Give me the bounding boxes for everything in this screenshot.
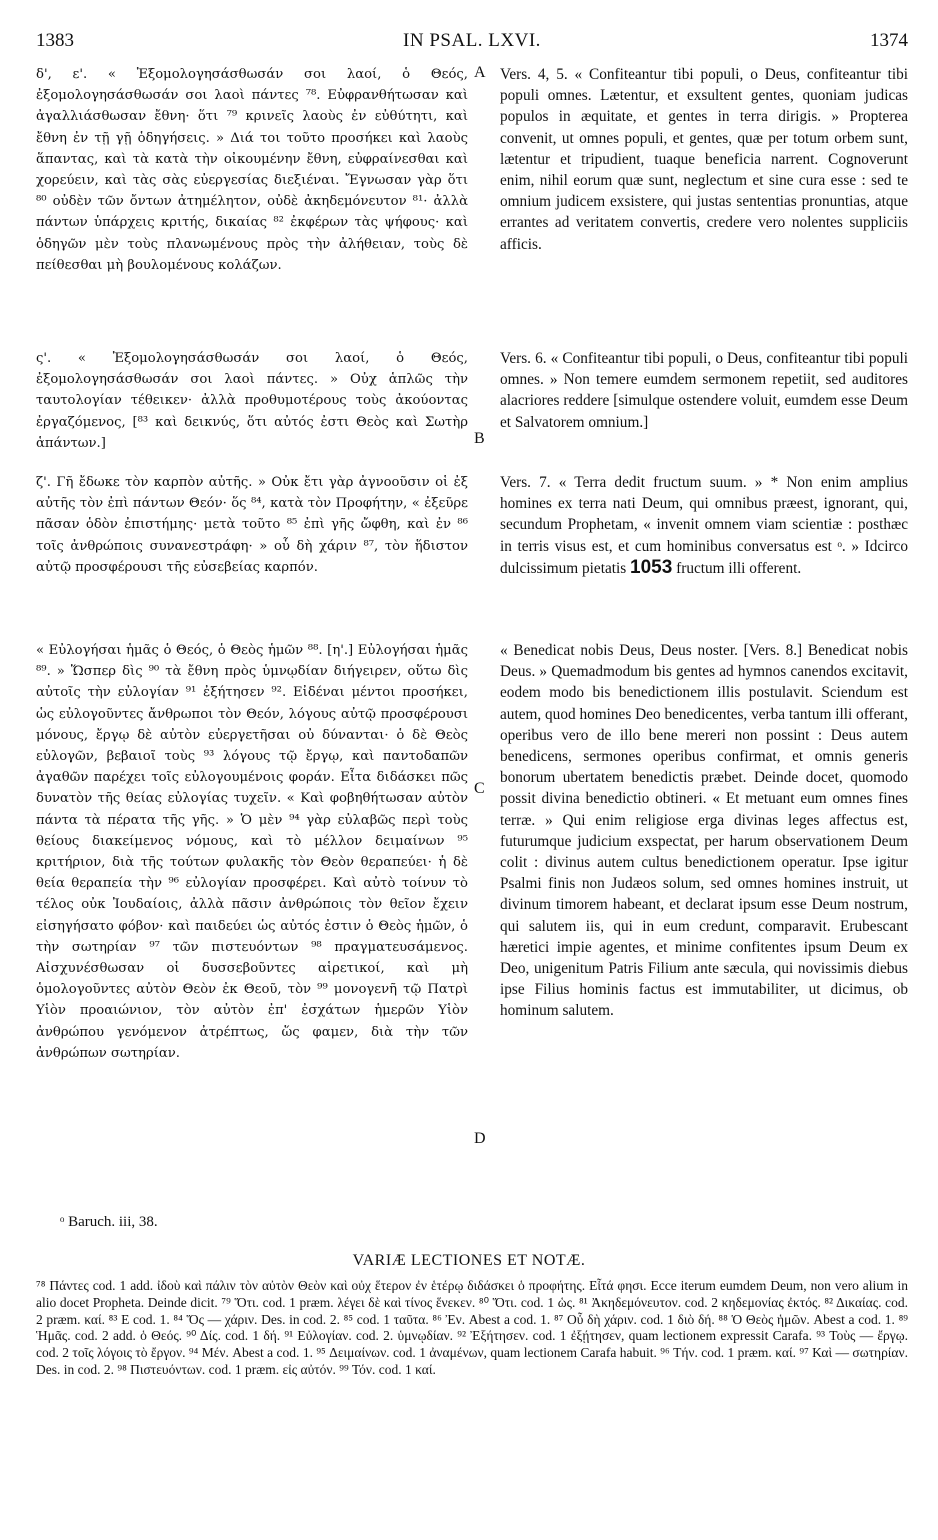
latin-text: fructum illi offerent. — [676, 559, 802, 577]
variae-heading: VARIÆ LECTIONES ET NOTÆ. — [352, 1252, 586, 1269]
variae-lectiones: ⁷⁸ Πάντες cod. 1 add. ἰδοὺ καὶ πάλιν τὸν αὐτὸν Θεὸν καὶ οὐχ ἕτερον ἐν ἑτέρῳ διδάσκει ὁ προφήτης. Εἶτά φησι. Ecce iterum eumdem Deum, non vero alium in alio docet Propheta. Deinde dicit. ⁷⁹ Ὅτι. cod. 1 præm. λέγει δὲ καὶ τίνος ἕνεκεν. ⁸⁰ Ὅτι. cod. 1 ὡς. ⁸¹ Ἀκηδεμόνευτον. cod. 2 κηδεμονίας ἐκτός. ⁸² Δικαίας. cod. 2 præm. καί. ⁸³ E cod. 1. ⁸⁴ Ὅς — χάριν. Des. in cod. 2. ⁸⁵ cod. 1 ταῦτα. ⁸⁶ Ἐν. Abest a cod. 1. ⁸⁷ Οὗ δὴ χάριν. cod. 1 διὸ δή. ⁸⁸ Ὁ Θεὸς ἡμῶν. Abest a cod. 1. ⁸⁹ Ἡμᾶς. cod. 2 add. ὁ Θεός. ⁹⁰ Δίς. cod. 1 δή. ⁹¹ Εὐλογίαν. cod. 2. ὑμνῳδίαν. ⁹² Ἐξήτησεν. cod. 1 ἐξῄτησεν, quam lectionem expressit Carafa. ⁹³ Τοὺς — ἔργῳ. cod. 2 τοῖς λόγοις τὸ ἔργον. ⁹⁴ Μέν. Abest a cod. 1. ⁹⁵ Δειμαίνων. cod. 1 ἀναμένων, quam lectionem Carafa habuit. ⁹⁶ Τήν. cod. 1 præm. καί. ⁹⁷ Καὶ — σωτηρίαν. Des. in cod. 2. ⁹⁸ Πιστευόντων. cod. 1 præm. εἰς αὐτόν. ⁹⁹ Τόν. cod. 1 καί. — [36, 1278, 908, 1377]
margin-letter-a: A — [474, 64, 486, 81]
running-title: IN PSAL. LXVI. — [403, 30, 541, 51]
footnote: ᵒ Baruch. iii, 38. — [60, 1214, 158, 1230]
column-number: 1053 — [630, 556, 673, 578]
greek-text: « Εὐλογήσαι ἡμᾶς ὁ Θεός, ὁ Θεὸς ἡμῶν ⁸⁸. [η'.] Εὐλογήσαι ἡμᾶς ⁸⁹. » Ὥσπερ δὶς ⁹⁰ τὰ ἔθνη πρὸς ὑμνῳδίαν διήγειρεν, οὕτω δὶς αὐτοῖς τὴν εὐλογίαν ⁹¹ ἐξήτησεν ⁹². Εἰδέναι μέντοι προσήκει, ὡς εὐλογοῦντες ἄνθρωποι τὸν Θεόν, λόγους αὐτῷ προσφέρουσι μόνους, ἔργῳ δὲ αὐτὸν εὐεργετῆσαι οὐ δύνανται· ὁ δὲ Θεὸς εὐλογῶν, βεβαιοῖ τοὺς ⁹³ λόγους τῷ ἔργῳ, καὶ παντοδαπῶν ἀγαθῶν παρέχει τοῖς εὐλογουμένοις φοράν. Εἶτα διδάσκει πῶς δυνατὸν τῆς θείας εὐλογίας τυχεῖν. « Καὶ φοβηθήτωσαν αὐτὸν πάντα τὰ πέρατα τῆς γῆς. » Ὁ μὲν ⁹⁴ γὰρ εὐλαβῶς περὶ τοὺς θείους διακείμενος νόμους, καὶ τὸ μέλλον δειμαίνων ⁹⁵ κριτήριον, διὰ τῆς τούτων φυλακῆς τὸν Θεὸν θεραπεύει· ἡ δὲ θεία θεραπεία τὴν ⁹⁶ εὐλογίαν προσφέρει. Καὶ αὐτὸ τοίνυν τὸ τέλος οὐκ Ἰουδαίοις, ἀλλὰ πᾶσιν ἀνθρώποις τὸν θεῖον ἔχειν εἰσηγήσατο φόβον· καὶ παιδεύει ὡς αὐτός ἐστιν ὁ Θεὸς ἡμῶν, ὁ τὴν σωτηρίαν ⁹⁷ τῶν πιστευόντων ⁹⁸ πραγματευσάμενος. Αἰσχυνέσθωσαν οἱ δυσσεβοῦντες αἱρετικοί, καὶ μὴ ὁμολογοῦντες αὐτὸν Θεὸν ἐκ Θεοῦ, τὸν ⁹⁹ μονογενῆ τῷ Πατρὶ Υἱὸν προαιώνιον, τὸν αὐτὸν ἐπ' ἐσχάτων ἡμερῶν Υἱὸν ἀνθρώπου γενόμενον ἀτρέπτως, ὥς φαμεν, διὰ τὴν τῶν ἀνθρώπων σωτηρίαν. — [36, 643, 468, 1061]
greek-text: ζ'. Γῆ ἔδωκε τὸν καρπὸν αὐτῆς. » Οὐκ ἔτι γὰρ ἀγνοοῦσιν οἱ ἐξ αὐτῆς τὸν ἐπὶ πάντων Θεόν· ὅς ⁸⁴, κατὰ τὸν Προφήτην, « ἐξεῦρε πᾶσαν ὁδὸν ἐπιστήμης· μετὰ τοῦτο ⁸⁵ ἐπὶ γῆς ὤφθη, καὶ ἐν ⁸⁶ τοῖς ἀνθρώποις συνανεστράφη· » οὗ δὴ χάριν ⁸⁷, τὸν ἥδιστον αὐτῷ προσφέρουσι τῆς εὐσεβείας καρπόν. — [36, 475, 468, 575]
latin-text: Vers. 4, 5. « Confiteantur tibi populi, o Deus, confiteantur tibi populi omnes. Lætentur, et exsultent gentes, quoniam judicas populos in æquitate, et gentes in terra dirigis. » Propterea convenit, ut omnes populi, et gentes, quæ per totum orbem sunt, lætentur et tripudient, tuaque beneficia narrent. Cognoverunt enim, nihil eorum quæ sunt, neglectum et sine cura esse : sed te omnium judicem exsistere, qui justas sententias pronuntias, atque errantes ad veritatem convertis, credere vero nolentes suppliciis afficis. — [500, 66, 908, 253]
latin-paragraph-2 — [500, 348, 908, 433]
right-page-number: 1374 — [870, 30, 908, 51]
latin-text: « Benedicat nobis Deus, Deus noster. [Vers. 8.] Benedicat nobis Deus. » Quemadmodum bis gentes ad hymnos canendos excitavit, eodem modo bis benedictionem illis postulavit. Sciendum est autem, quod homines Deo benedicentes, verba tantum illi offerant, operibus vero de illo bene mereri non possint : Deus autem benedicens, sermones operibus confirmat, et omnis generis bonorum ubertatem benedictis præbet. Deinde docet, quomodo possit divina benedictio obtineri. « Et metuant eum omnes fines terræ. » Qui enim religiose erga divinas leges affectus est, futurumque judicium exspectat, per harum observationem Deum colit : divinus autem cultus benedictionem operatur. Ipse igitur Psalmi finis non Judæos solum, sed omnes homines instruit, ut divinum timorem habeant, et declarat ipsum esse Deum nostrum, qui salutem iis, qui in eum credunt, comparavit. Erubescant hæretici impie agentes, et minime confitentes ipsum Deum ex Deo, unigenitum Patris Filium ante sæcula, qui novissimis diebus ipse Filius hominis factus est immutabiliter, ut dicimus, ob hominum salutem. — [500, 642, 908, 1020]
greek-paragraph-2 — [36, 348, 468, 454]
margin-letter-b: B — [474, 430, 485, 447]
left-page-number: 1383 — [36, 30, 74, 51]
greek-paragraph-4 — [36, 640, 468, 1064]
latin-text: Vers. 7. « Terra dedit fructum suum. » * Non enim amplius homines ex terra nati Deum, qui omnibus præest, ignorant, qui, secundum Prophetam, « invenit omnem viam scientiæ : posthæc in terris visus est, et cum hominibus conversatus est ᵒ. » Idcirco dulcissimum pietatis — [500, 474, 908, 577]
margin-letter-c: C — [474, 780, 485, 797]
running-header — [36, 30, 908, 58]
greek-paragraph-1 — [36, 64, 468, 276]
latin-text-block — [500, 472, 908, 579]
margin-letter-d: D — [474, 1130, 486, 1147]
greek-text: δ', ε'. « Ἐξομολογησάσθωσάν σοι λαοί, ὁ Θεός, ἐξομολογησάσθωσάν σοι λαοὶ πάντες ⁷⁸. Εὐφρανθήτωσαν καὶ ἀγαλλιάσθωσαν ἔθνη· ὅτι ⁷⁹ κρινεῖς λαοὺς ἐν εὐθύτητι, καὶ ἔθνη ἐν τῇ γῇ ὁδηγήσεις. » Διά τοι τοῦτο προσήκει καὶ λαοὺς ἅπαντας, καὶ τὰ κατὰ τὴν οἰκουμένην ἔθνη, εὐφραίνεσθαι καὶ χορεύειν, καὶ τὰς σὰς εὐεργεσίας διεξιέναι. Ἔγνωσαν γὰρ ὅτι ⁸⁰ οὐδὲν τῶν ὄντων ἀτημέλητον, οὐδὲ ἀκηδεμόνευτον ⁸¹· ἀλλὰ πάντων ὑπάρχεις κριτής, δικαίας ⁸² ἐκφέρων τὰς ψήφους· καὶ ὁδηγῶν μὲν τοὺς πλανωμένους πρὸς τὴν ἀλήθειαν, τοὺς δὲ πείθεσθαι μὴ βουλομένους κολάζων. — [36, 67, 468, 273]
latin-paragraph-3 — [500, 472, 908, 579]
latin-paragraph-4 — [500, 640, 908, 1022]
latin-text: Vers. 6. « Confiteantur tibi populi, o Deus, confiteantur tibi populi omnes. » Non temere eumdem sermonem repetiit, sed auditores alacriores reddere [simulque ostendere voluit, eumdem esse Deum et Salvatorem omnium.] — [500, 350, 908, 431]
greek-paragraph-3 — [36, 472, 468, 578]
latin-paragraph-1 — [500, 64, 908, 255]
greek-text: ς'. « Ἐξομολογησάσθωσάν σοι λαοί, ὁ Θεός, ἐξομολογησάσθωσάν σοι λαοὶ πάντες. » Οὐχ ἁπλῶς τὴν ταυτολογίαν τέθεικεν· ἀλλὰ προθυμοτέρους τοὺς ἀκούοντας ἐργαζόμενος, [⁸³ καὶ δεικνύς, ὅτι αὐτός ἐστι Θεὸς καὶ Σωτὴρ ἁπάντων.] — [36, 351, 468, 451]
